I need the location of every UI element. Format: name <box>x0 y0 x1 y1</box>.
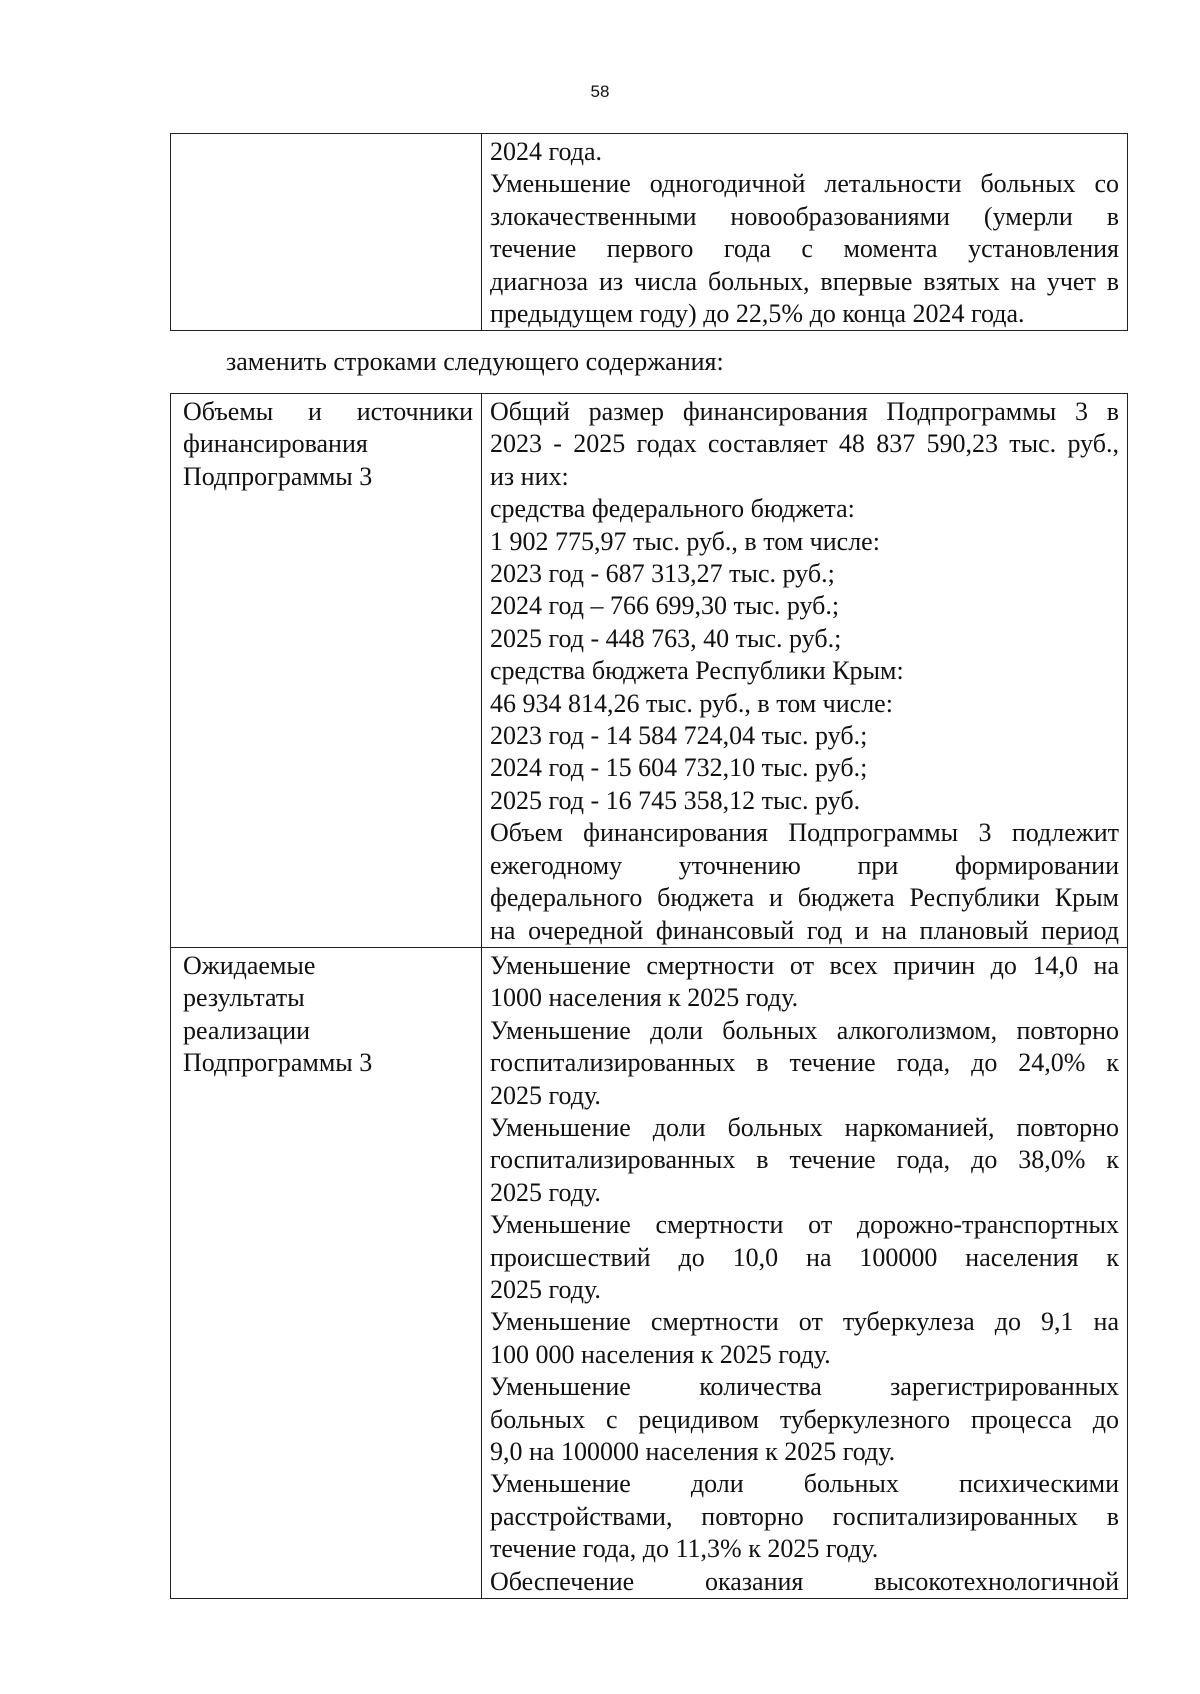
text-line: Общий размер финансирования Подпрограммы 3 в <box>490 397 1119 426</box>
text-line: Обеспечение оказания высокотехнологичной <box>490 1566 1119 1596</box>
text-line: на очередной финансовый год и на плановый период <box>490 915 1119 945</box>
text-line: госпитализированных в течение года, до 38,0% к <box>490 1145 1119 1175</box>
text-line: злокачественными новообразованиями (умерли в <box>490 201 1119 231</box>
text-line: Подпрограммы 3 <box>183 461 373 491</box>
text-line: из них: <box>490 461 569 491</box>
text-line: 2025 год - 448 763, 40 тыс. руб.; <box>490 623 842 653</box>
text-line: 2024 год – 766 699,30 тыс. руб.; <box>490 591 840 621</box>
row-label-cell <box>171 134 482 331</box>
text-line: Уменьшение смертности от туберкулеза до 9,1 на <box>490 1307 1119 1337</box>
text-line: ежегодному уточнению при формировании <box>490 850 1119 880</box>
text-line: 2024 года. <box>490 137 603 166</box>
text-line: Уменьшение одногодичной летальности больных со <box>490 169 1119 199</box>
page-number: 58 <box>590 82 610 101</box>
text-line: Уменьшение смертности от всех причин до 14,0 на <box>490 950 1119 980</box>
table-row <box>171 394 1128 948</box>
text-line: средства бюджета Республики Крым: <box>490 656 904 686</box>
text-line: 2025 году. <box>490 1080 601 1110</box>
subprogram-passport-table <box>170 393 1128 1599</box>
text-line: 2025 год - 16 745 358,12 тыс. руб. <box>490 785 861 815</box>
text-line: федерального бюджета и бюджета Республики Крым <box>490 883 1119 913</box>
text-line: Уменьшение количества зарегистрированных <box>490 1372 1119 1402</box>
row-label-cell <box>171 947 482 1598</box>
text-line: 100 000 населения к 2025 году. <box>490 1339 831 1369</box>
text-line: реализации <box>183 1015 311 1045</box>
table-row <box>171 947 1128 1598</box>
text-line: Уменьшение доли больных наркоманией, повторно <box>490 1112 1119 1142</box>
text-line: 46 934 814,26 тыс. руб., в том числе: <box>490 688 893 718</box>
text-line: финансирования <box>183 429 368 459</box>
text-line: 2023 год - 687 313,27 тыс. руб.; <box>490 559 835 589</box>
text-line: 9,0 на 100000 населения к 2025 году. <box>490 1437 896 1466</box>
text-line: госпитализированных в течение года, до 24,0% к <box>490 1048 1119 1078</box>
table-row <box>171 134 1128 331</box>
text-line: результаты <box>183 983 305 1013</box>
text-line: Уменьшение доли больных алкоголизмом, повторно <box>490 1015 1119 1045</box>
text-line: 2023 год - 14 584 724,04 тыс. руб.; <box>490 721 868 751</box>
text-line: 2025 году. <box>490 1177 601 1207</box>
row-content-cell <box>482 134 1128 331</box>
row-label-cell <box>171 394 482 948</box>
text-line: средства федерального бюджета: <box>490 494 855 524</box>
text-line: диагноза из числа больных, впервые взятых на учет в <box>490 266 1119 296</box>
text-line: Ожидаемые <box>183 950 316 980</box>
text-line: 2023 - 2025 годах составляет 48 837 590,23 тыс. руб., <box>490 429 1119 459</box>
text-line: Объемы и источники <box>183 397 473 426</box>
text-line: 2025 году. <box>490 1274 601 1304</box>
row-content-cell <box>482 394 1128 948</box>
text-line: расстройствами, повторно госпитализированных в <box>490 1501 1119 1531</box>
text-line: 1 902 775,97 тыс. руб., в том числе: <box>490 526 880 556</box>
text-line: происшествий до 10,0 на 100000 населения к <box>490 1242 1119 1272</box>
text-line: предыдущем году) до 22,5% до конца 2024 года. <box>490 299 1025 329</box>
text-line: Подпрограммы 3 <box>183 1048 373 1078</box>
text-line: больных с рецидивом туберкулезного процесса до <box>490 1404 1119 1434</box>
text-line: Уменьшение доли больных психическими <box>490 1469 1119 1499</box>
text-line: течение первого года с момента установления <box>490 234 1119 264</box>
replacement-intro: заменить строками следующего содержания: <box>226 347 724 376</box>
row-content-cell <box>482 947 1128 1598</box>
text-line: 2024 год - 15 604 732,10 тыс. руб.; <box>490 753 868 783</box>
text-line: 1000 населения к 2025 году. <box>490 983 799 1013</box>
text-line: Уменьшение смертности от дорожно-транспортных <box>490 1210 1119 1240</box>
continuation-table <box>170 133 1128 331</box>
text-line: течение года, до 11,3% к 2025 году. <box>490 1534 879 1564</box>
text-line: Объем финансирования Подпрограммы 3 подлежит <box>490 818 1119 848</box>
